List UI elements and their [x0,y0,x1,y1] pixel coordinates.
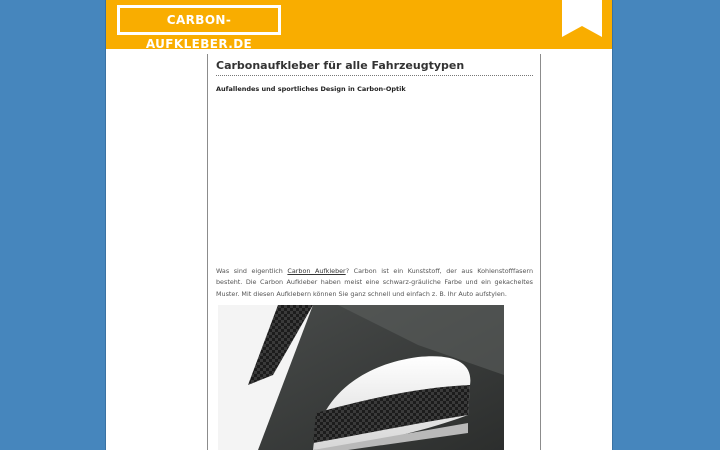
page-title: Carbonaufkleber für alle Fahrzeugtypen [216,59,533,76]
page-subtitle: Aufallendes und sportliches Design in Carbon-Optik [216,85,406,93]
main-content [207,54,541,450]
car-mirror-image [218,305,504,450]
intro-text-end: ? Carbon ist ein Kunststoff, der aus Kohlenstofffasern besteht. Die Carbon Aufkleber haben meist eine schwarz-gräuliche Farbe und ein gekacheltes Muster. Mit diesen Aufklebern können Sie ganz schnell und einfach z. B. Ihr Auto aufstylen. [216,267,533,298]
site-header [106,0,612,49]
bookmark-icon [562,0,602,37]
carbon-aufkleber-link[interactable]: Carbon Aufkleber [287,267,346,275]
intro-paragraph [216,266,533,300]
site-logo[interactable]: CARBON-AUFKLEBER.DE [117,5,281,35]
intro-text-start: Was sind eigentlich [216,267,288,275]
page-container [106,0,612,450]
